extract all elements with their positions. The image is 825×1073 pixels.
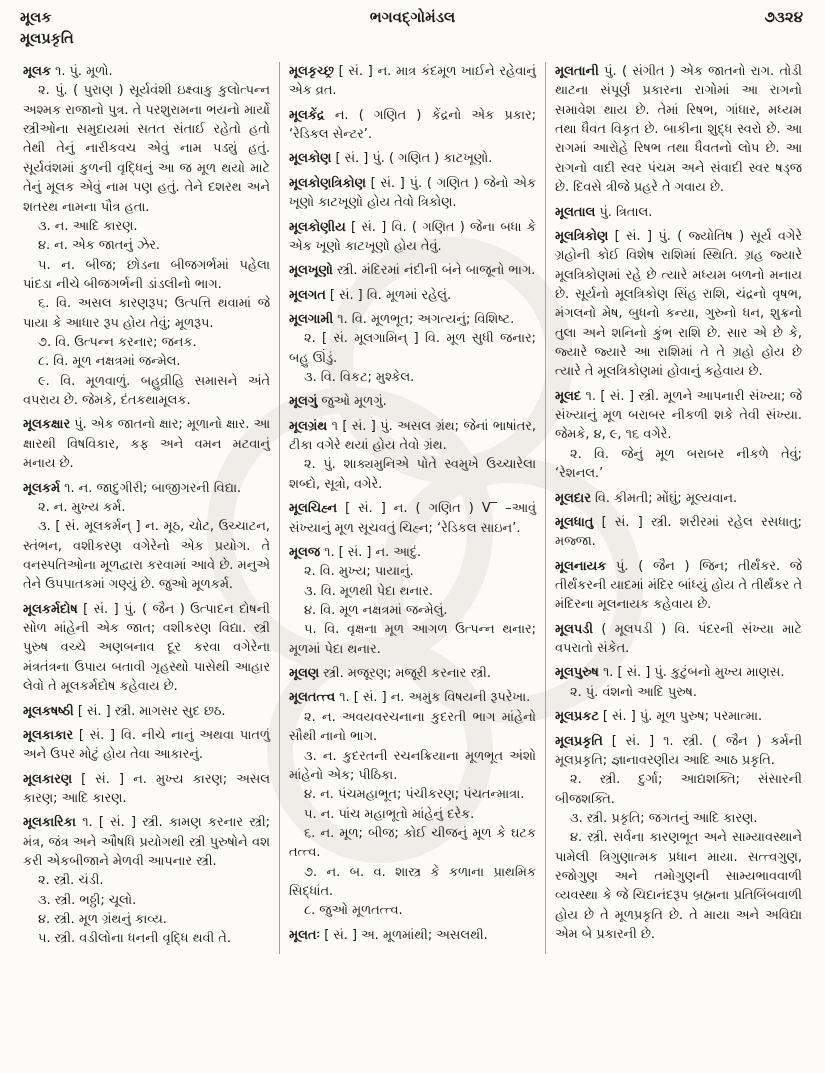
entry-headword: મૂલચિહ્ન bbox=[289, 501, 338, 517]
dictionary-entry bbox=[555, 227, 802, 382]
dictionary-entry bbox=[289, 106, 536, 145]
entry-headword: મૂલગું bbox=[289, 394, 318, 410]
entry-headword: મૂલગ્રંથ bbox=[289, 418, 328, 434]
entry-sense: ૨. પું. શાક્યમુનિએ પોતે સ્વમુખે ઉચ્ચારેલા શબ્દો, સૂત્રો, વગેરે. bbox=[289, 457, 536, 492]
entry-lead: મૂલણ સ્ત્રી. મજૂરણ; મજૂરી કરનાર સ્ત્રી. bbox=[289, 666, 491, 682]
column-2 bbox=[279, 62, 546, 954]
entry-lead: મૂલકોણીય [ સં. ] વિ. ( ગણિત ) જેના બધા કે એક ખૂણો કાટખૂણો હોય તેવું. bbox=[289, 219, 536, 254]
dictionary-entry bbox=[289, 261, 536, 280]
dictionary-entry bbox=[289, 417, 536, 494]
entry-headword: મૂલકોણીય bbox=[289, 219, 346, 235]
entry-headword: મૂલકોણ bbox=[289, 151, 332, 167]
entry-headword: મૂલકૃચ્છ્ર bbox=[289, 64, 334, 79]
entry-lead: મૂલકોણત્રિકોણ [ સં. ] પું. ( ગણિત ) જેનો એક ખૂણો કાટખૂણો હોય તેવો ત્રિકોણ. bbox=[289, 175, 536, 211]
entry-lead: મૂલકક્ષાર પું. એક જાતનો ક્ષાર; મૂળાનો ક્ષાર. આ ક્ષારથી વિષવિકાર, કફ અને વમન મટવાનું મનાય છે. bbox=[23, 417, 270, 472]
entry-headword: મૂલત્રિકોણ bbox=[555, 228, 609, 244]
entry-sense: ૨. સ્ત્રી. દુર્ગા; આદ્યશક્તિ; સંસારની બીજશક્તિ. bbox=[555, 772, 802, 807]
entry-headword: મૂલકક્ષાર bbox=[23, 417, 71, 433]
entry-sense: ૮. જુઓ મૂળતત્ત્વ. bbox=[304, 903, 403, 919]
guide-word-bottom: મૂલપ્રકૃતિ bbox=[20, 31, 74, 48]
entry-headword: મૂલતાની bbox=[555, 64, 599, 79]
dictionary-entry bbox=[555, 489, 802, 508]
dictionary-entry bbox=[289, 310, 536, 387]
entry-sense: ૬. ન. મૂળ; બીજ; કોઈ ચીજનું મૂળ કે ઘટક તત્ત્વ. bbox=[289, 825, 536, 861]
entry-lead: મૂલકાકાર [ સં. ] વિ. નીચે નાનું અથવા પાતળું અને ઉપર મોટું હોય તેવા આકારનું. bbox=[23, 727, 270, 763]
entry-headword: મૂલક bbox=[23, 64, 51, 79]
entry-lead: મૂલત્રિકોણ [ સં. ] પું. ( જ્યોતિષ ) સૂર્ય વગેરે ગ્રહોની કોઈ વિશેષ રાશિમાં સ્થિતિ. ગ્રહ જ્યારે મૂલત્રિકોણમાં રહે છે ત્યારે મધ્યમ બળનો મનાય છે. સૂર્યનો મૂલત્રિકોણ સિંહ રાશિ, ચંદ્રનો વૃષભ, મંગલનો મેષ, બુધનો કન્યા, ગુરુનો ધન, શુક્રનો તુલા અને શનિનો કુંભ રાશિ છે. સાર એ છે કે, જ્યારે જ્યારે આ રાશિમાં તે તે ગ્રહો હોય છે ત્યારે તે મૂલત્રિકોણમાં હોવાનું કહેવાય છે. bbox=[555, 228, 802, 380]
dictionary-entry bbox=[23, 62, 270, 410]
entry-sense: ૨. ન. મુખ્ય કર્મ. bbox=[38, 499, 126, 515]
entry-sense: ૩. [ સં. મૂલકર્મન્ ] ન. મૂઠ, ચોટ, ઉચ્ચાટન, સ્તંભન, વશીકરણ વગેરેનો એક પ્રયોગ. તે વનસ્પતિઓના મૂળદ્વારા કરવામાં આવે છે. મનુએ તેને ઉપપાતકમાં ગણ્યું છે. જુઓ મૂળકર્મ. bbox=[23, 519, 270, 593]
entry-sense: ૨. ન. અવયવરચનાના કુદરતી ભાગ માંહેનો સૌથી નાનો ભાગ. bbox=[289, 709, 536, 745]
entry-lead: મૂલપુરુષ ૧. [ સં. ] પું. કુટુંબનો મુખ્ય માણસ. bbox=[555, 665, 785, 681]
page-header bbox=[0, 0, 825, 60]
entry-headword: મૂલદાર bbox=[555, 490, 591, 506]
entry-lead: મૂલગું જુઓ મૂળગું. bbox=[289, 394, 387, 410]
entry-lead: મૂલચિહ્ન [ સં. ] ન. ( ગણિત ) V‾ –આવું સંખ્યાનું મૂળ સૂચવતું ચિહ્ન; ‘રેડિકલ સાઇન’. bbox=[289, 501, 536, 536]
entry-headword: મૂલકષષ્ઠી bbox=[23, 703, 74, 719]
entry-headword: મૂલનાયક bbox=[555, 558, 607, 574]
entry-lead: મૂલપ્રકૃતિ [ સં. ] ૧. સ્ત્રી. ( જૈન ) કર્મની મૂલપ્રકૃતિ; જ્ઞાનાવરણીય આદિ આઠ પ્રકૃતિ. bbox=[555, 733, 802, 768]
entry-headword: મૂલકર્મ bbox=[23, 480, 61, 496]
entry-lead: મૂલકૃચ્છ્ર [ સં. ] ન. માત્ર કંદમૂળ ખાઈને રહેવાનું એક વ્રત. bbox=[289, 64, 536, 99]
entry-headword: મૂલપ્રકટ bbox=[555, 709, 599, 725]
entry-headword: મૂલકારણ bbox=[23, 771, 73, 787]
entry-lead: મૂલગ્રંથ ૧ [ સં. ] પું. અસલ ગ્રંથ; જેનાં ભાષાંતર, ટીકા વગેરે થયાં હોય તેવો ગ્રંથ. bbox=[289, 418, 536, 454]
entry-sense: ૪. સ્ત્રી. મૂળ ગ્રંથનું કાવ્ય. bbox=[38, 912, 167, 928]
entry-lead: મૂલખૂણો સ્ત્રી. મંદિરમાં નંદીની બંને બાજૂનો ભાગ. bbox=[289, 263, 536, 279]
entry-sense: ૩. ન. કુદરતની રચનક્રિયાના મૂળભૂત અંશો માંહેનો એક; પીઠિકા. bbox=[289, 748, 536, 783]
dictionary-entry bbox=[555, 663, 802, 702]
entry-lead: મૂલધાતુ [ સં. ] સ્ત્રી. શરીરમાં રહેલ રસધાતુ; મજ્જા. bbox=[555, 514, 802, 550]
entry-headword: મૂલકાકાર bbox=[23, 727, 74, 743]
entry-headword: મૂલતાલ bbox=[555, 204, 596, 220]
entry-sense: ૨. સ્ત્રી. ચંડી. bbox=[38, 873, 104, 889]
dictionary-entry bbox=[289, 664, 536, 683]
dictionary-entry bbox=[23, 813, 270, 949]
entry-headword: મૂલધાતુ bbox=[555, 514, 594, 530]
entry-sense: ૭. વિ. ઉત્પન્ન કરનાર; જનક. bbox=[38, 335, 197, 351]
entry-lead: મૂલનાયક પું. ( જૈન ) જિન; તીર્થંકર. જે તીર્થંકરની યાદમાં મંદિર બાંધ્યું હોય તે તીર્થંકર તે મંદિરના મૂલનાયક કહેવાય છે. bbox=[555, 558, 802, 613]
entry-headword: મૂલપડી bbox=[555, 621, 593, 637]
dictionary-entry bbox=[555, 707, 802, 726]
entry-lead: મૂલકષષ્ઠી [ સં. ] સ્ત્રી. માગસર સુદ છઠ. bbox=[23, 703, 226, 719]
dictionary-entry bbox=[289, 926, 536, 945]
entry-lead: મૂલપ્રકટ [ સં. ] પું. મૂળ પુરુષ; પરમાત્મા. bbox=[555, 709, 763, 725]
column-1 bbox=[14, 62, 279, 954]
entry-lead: મૂલપડી ( મૂલપડી ) વિ. પંદરની સંખ્યા માટે વપરાતો સંકેત. bbox=[555, 621, 802, 657]
entry-sense: ૫. વિ. વૃક્ષના મૂળ આગળ ઉત્પન્ન થનાર; મૂળમાં પેદા થનાર. bbox=[289, 622, 536, 657]
entry-sense: ૪. સ્ત્રી. સર્વના કારણભૂત અને સામ્યાવસ્થાને પામેલી ત્રિગુણાત્મક પ્રધાન માયા. સત્ત્વગુણ, રજોગુણ અને તમોગુણની સામ્યભાવવાળી વ્યવસ્થા કે જે ચિદાનંદરૂપ બ્રહ્મના પ્રતિબિંબવાળી હોય છે તે મૂળપ્રકૃતિ છે. તે માયા અને અવિદ્યા એમ બે પ્રકારની છે. bbox=[555, 830, 802, 943]
dictionary-entry bbox=[23, 479, 270, 595]
entry-sense: ૪. ન. એક જાતનું ઝેર. bbox=[38, 238, 161, 254]
entry-sense: ૪. વિ. મૂળ નક્ષત્રમાં જન્મેલું. bbox=[304, 602, 448, 618]
entry-sense: ૯. વિ. મૂળવાળું. બહુવ્રીહિ સમાસને અંતે વપરાય છે. જેમકે, દંતકથામૂલક. bbox=[23, 373, 270, 409]
dictionary-entry bbox=[289, 392, 536, 411]
entry-lead: મૂલદ ૧. [ સં. ] સ્ત્રી. મૂળને આપનારી સંખ્યા; જે સંખ્યાનું મૂળ બરાબર નીકળી શકે તેવી સંખ્યા. જેમકે, ૪, ૯, ૧૬ વગેરે. bbox=[555, 388, 802, 443]
entry-lead: મૂલતાની પું. ( સંગીત ) એક જાતનો રાગ. તોડી થાટના સંપૂર્ણ પ્રકારના રાગોમાં આ રાગનો સમાવેશ થાય છે. તેમાં રિષભ, ગાંધાર, મધ્યમ તથા ધૈવત વિકૃત છે. બાકીના શુદ્ધ સ્વરો છે. આ રાગમાં આરોહે રિષભ તથા ધૈવતનો લોપ છે. આ રાગનો વાદી સ્વર પંચમ અને સંવાદી સ્વર ષડ્જ છે. દિવસે ત્રીજે પ્રહરે તે ગવાય છે. bbox=[555, 64, 802, 196]
entry-headword: મૂલણ bbox=[289, 666, 320, 682]
entry-sense: ૨. પું. વંશનો આદિ પુરુષ. bbox=[570, 684, 697, 700]
dictionary-entry bbox=[289, 499, 536, 538]
dictionary-entry bbox=[289, 543, 536, 659]
entry-headword: મૂલગત bbox=[289, 287, 326, 303]
entry-headword: મૂલકર્મદોષ bbox=[23, 601, 78, 617]
entry-lead: મૂલતાલ પું. ત્રિતાલ. bbox=[555, 204, 653, 220]
entry-lead: મૂલજ ૧. [ સં. ] ન. આદું. bbox=[289, 544, 422, 560]
page-number: ૭૩૨૪ bbox=[764, 8, 803, 26]
dictionary-entry bbox=[289, 688, 536, 920]
dictionary-entry bbox=[289, 62, 536, 101]
dictionary-entry bbox=[289, 286, 536, 305]
dictionary-entry bbox=[555, 620, 802, 659]
entry-sense: ૮. વિ. મૂળ નક્ષત્રમાં જન્મેલ. bbox=[38, 354, 181, 370]
dictionary-entry bbox=[555, 203, 802, 222]
entry-sense: ૫. ન. પાંચ મહાભૂતો માંહેનું દરેક. bbox=[304, 806, 475, 822]
entry-headword: મૂલજ bbox=[289, 544, 321, 560]
entry-headword: મૂલકારિકા bbox=[23, 815, 76, 831]
entry-lead: મૂલકારિકા ૧. [ સં. ] સ્ત્રી. કામણ કરનાર સ્ત્રી; મંત્ર, જંત્ર અને ઔષધિ પ્રયોગથી સ્ત્રી પુરુષોને વશ કરી એકબીજાને મેળવી આપનાર સ્ત્રી. bbox=[23, 815, 270, 870]
entry-sense: ૨. વિ. જેનું મૂળ બરાબર નીકળે તેવું; ‘રેશનલ.’ bbox=[555, 446, 802, 482]
entry-lead: મૂલક ૧. પું. મૂળો. bbox=[23, 64, 113, 79]
page-title: ભગવદ્ગોમંડલ bbox=[369, 8, 456, 26]
entry-lead: મૂલગામી ૧. વિ. મૂળભૂત; અગત્યનું; વિશિષ્ટ. bbox=[289, 311, 515, 327]
entry-sense: ૩. વિ. મૂળથી પેદા થનાર. bbox=[304, 583, 433, 599]
entry-lead: મૂલદાર વિ. કીમતી; મોંઘું; મૂલ્યવાન. bbox=[555, 490, 738, 506]
entry-headword: મૂલદ bbox=[555, 388, 582, 404]
entry-lead: મૂલતત્ત્વ ૧. [ સં. ] ન. અમુક વિષયની રૂપરેખા. bbox=[289, 690, 531, 706]
dictionary-entry bbox=[23, 415, 270, 473]
entry-lead: મૂલકર્મ ૧. ન. જાદુગીરી; બાજીગરની વિદ્યા. bbox=[23, 480, 242, 496]
dictionary-entry bbox=[23, 702, 270, 721]
text-columns bbox=[0, 60, 825, 954]
dictionary-entry bbox=[555, 732, 802, 945]
entry-lead: મૂલકારણ [ સં. ] ન. મુખ્ય કારણ; અસલ કારણ; આદિ કારણ. bbox=[23, 771, 270, 806]
entry-sense: ૭. ન. બ. વ. શાસ્ત્ર કે કળાના પ્રાથમિક સિદ્ધાંત. bbox=[289, 864, 536, 900]
entry-lead: મૂલગત [ સં. ] વિ. મૂળમાં રહેલું. bbox=[289, 287, 452, 303]
dictionary-entry bbox=[289, 218, 536, 257]
entry-headword: મૂલકેંદ્ર bbox=[289, 107, 325, 123]
entry-sense: ૫. સ્ત્રી. વડીલોના ધનની વૃદ્ધિ થવી તે. bbox=[38, 931, 231, 947]
dictionary-entry bbox=[555, 62, 802, 198]
entry-sense: ૩. ન. આદિ કારણ. bbox=[38, 218, 138, 234]
column-3 bbox=[546, 62, 811, 954]
entry-lead: મૂલકર્મદોષ [ સં. ] પું. ( જૈન ) ઉત્પાદન દોષની સોળ માંહેની એક જાત; વશીકરણ વિદ્યા. સ્ત્રી પુરુષ વચ્ચે અણબનાવ દૂર કરવા વગેરેના મંત્રતંત્રના ઉપાય બતાવી ગૃહસ્થો પાસેથી આહાર લેવો તે મૂલકર્મદોષ કહેવાય છે. bbox=[23, 601, 270, 695]
dictionary-entry bbox=[289, 149, 536, 168]
entry-headword: મૂલતત્ત્વ bbox=[289, 690, 336, 706]
entry-sense: ૫. ન. બીજ; છોડના બીજગર્ભમાં પહેલા પાંદડા નીચે બીજગર્ભની ડાંડલીનો ભાગ. bbox=[23, 257, 270, 292]
entry-lead: મૂલકોણ [ સં. ] પું. ( ગણિત ) કાટખૂણો. bbox=[289, 151, 493, 167]
dictionary-entry bbox=[23, 600, 270, 697]
dictionary-entry bbox=[289, 174, 536, 213]
entry-sense: ૪. ન. પંચમહાભૂત; પંચીકરણ; પંચતન્માત્રા. bbox=[304, 787, 525, 803]
entry-headword: મૂલપુરુષ bbox=[555, 665, 599, 681]
entry-sense: ૩. વિ. વિકટ; મુશ્કેલ. bbox=[304, 370, 415, 386]
dictionary-entry bbox=[23, 726, 270, 765]
entry-headword: મૂલતઃ bbox=[289, 927, 321, 943]
entry-headword: મૂલખૂણો bbox=[289, 263, 333, 279]
entry-lead: મૂલતઃ [ સં. ] અ. મૂળમાંથી; અસલથી. bbox=[289, 927, 488, 943]
dictionary-entry bbox=[555, 387, 802, 484]
entry-sense: ૩. સ્ત્રી. ભઠ્ઠી; ચૂલો. bbox=[38, 892, 137, 908]
entry-sense: ૩. સ્ત્રી. પ્રકૃતિ; જગતનું આદિ કારણ. bbox=[570, 810, 758, 826]
entry-sense: ૬. વિ. અસલ કારણરૂપ; ઉત્પત્તિ થવામાં જે પાયા કે આધાર રૂપ હોય તેવું; મૂળરૂપ. bbox=[23, 296, 270, 331]
dictionary-entry bbox=[23, 770, 270, 809]
entry-headword: મૂલગામી bbox=[289, 311, 334, 327]
entry-headword: મૂલપ્રકૃતિ bbox=[555, 733, 603, 749]
dictionary-entry bbox=[555, 513, 802, 552]
entry-headword: મૂલકોણત્રિકોણ bbox=[289, 175, 366, 191]
entry-sense: ૨. પું. ( પુરાણ ) સૂર્યવંશી ઇક્ષ્વાકુ કુલોત્પન્ન અશ્મક રાજાનો પુત્ર. તે પરશુરામના ભયનો માર્યો સ્ત્રીઓના સમુદાયમાં સતત સંતાઈ રહેતો હતો તેથી તેનું નારીકવચ એવું નામ પડ્યું હતું. સૂર્યવંશમાં કુળની વૃદ્ધિનું આ જ મૂળ થયો માટે તેનું મૂલક એવું નામ પણ હતું. તેને દશરથ અને શતરથ નામના પૌત્ર હતા. bbox=[23, 83, 270, 215]
entry-sense: ૨. વિ. મુખ્ય; પાયાનું. bbox=[304, 564, 414, 580]
entry-lead: મૂલકેંદ્ર ન. ( ગણિત ) કેંદ્રનો એક પ્રકાર; ‘રેડિકલ સેન્ટર’. bbox=[289, 107, 536, 143]
dictionary-entry bbox=[555, 557, 802, 615]
guide-word-top: મૂલક bbox=[20, 10, 52, 26]
entry-sense: ૨. [ સં. મૂલગામિન્ ] વિ. મૂળ સુધી જનાર; બહુ ઊંડું. bbox=[289, 331, 536, 366]
